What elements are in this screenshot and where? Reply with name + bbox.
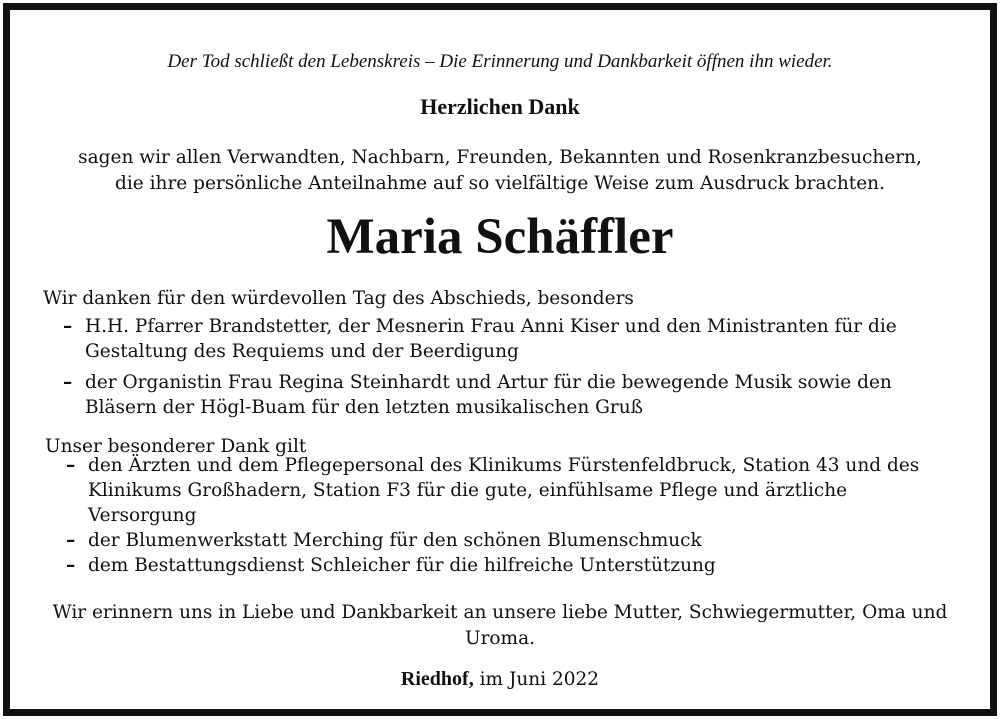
dash-bullet: –	[63, 372, 73, 393]
list-item	[66, 453, 958, 528]
list-item	[66, 528, 958, 553]
section1-heading: Wir danken für den würdevollen Tag des Abschieds, besonders	[43, 288, 634, 309]
dash-bullet: –	[66, 530, 76, 551]
place-name: Riedhof,	[400, 668, 474, 690]
section1-list	[63, 314, 955, 426]
place-date	[10, 668, 990, 691]
date-text: im Juni 2022	[479, 669, 600, 690]
list-item-text: der Organistin Frau Regina Steinhardt und Artur für die bewegende Musik sowie den Bläsern der Högl-Buam für den letzten musikalischen Gruß	[85, 372, 892, 418]
obituary-card	[3, 3, 997, 716]
dash-bullet: –	[63, 316, 73, 337]
closing-text: Wir erinnern uns in Liebe und Dankbarkeit an unsere liebe Mutter, Schwiegermutter, Oma und Uroma.	[52, 602, 948, 649]
deceased-name: Maria Schäffler	[326, 209, 674, 265]
section2-list	[66, 453, 958, 578]
list-item	[66, 553, 958, 578]
intro-line: die ihre persönliche Anteilnahme auf so vielfältige Weise zum Ausdruck brachten.	[115, 173, 885, 194]
list-item-text: dem Bestattungsdienst Schleicher für die hilfreiche Unterstützung	[88, 555, 716, 576]
motto: Der Tod schließt den Lebenskreis – Die Erinnerung und Dankbarkeit öffnen ihn wieder.	[167, 51, 833, 72]
section2-heading: Unser besonderer Dank gilt	[45, 436, 307, 457]
intro-text	[10, 145, 990, 197]
intro-line: sagen wir allen Verwandten, Nachbarn, Freunden, Bekannten und Rosenkranzbesuchern,	[78, 147, 922, 168]
dash-bullet: –	[66, 455, 76, 476]
list-item	[63, 370, 955, 420]
list-item-text: der Blumenwerkstatt Merching für den schönen Blumenschmuck	[88, 530, 702, 551]
list-item-text: H.H. Pfarrer Brandstetter, der Mesnerin Frau Anni Kiser und den Ministranten für die Gestaltung des Requiems und der Beerdigung	[85, 316, 897, 362]
thanks-title: Herzlichen Dank	[420, 94, 580, 119]
list-item	[63, 314, 955, 364]
list-item-text: den Ärzten und dem Pflegepersonal des Klinikums Fürstenfeldbruck, Station 43 und des Klinikums Großhadern, Station F3 für die gute, einfühlsame Pflege und ärztliche Versorgung	[88, 455, 920, 526]
dash-bullet: –	[66, 555, 76, 576]
